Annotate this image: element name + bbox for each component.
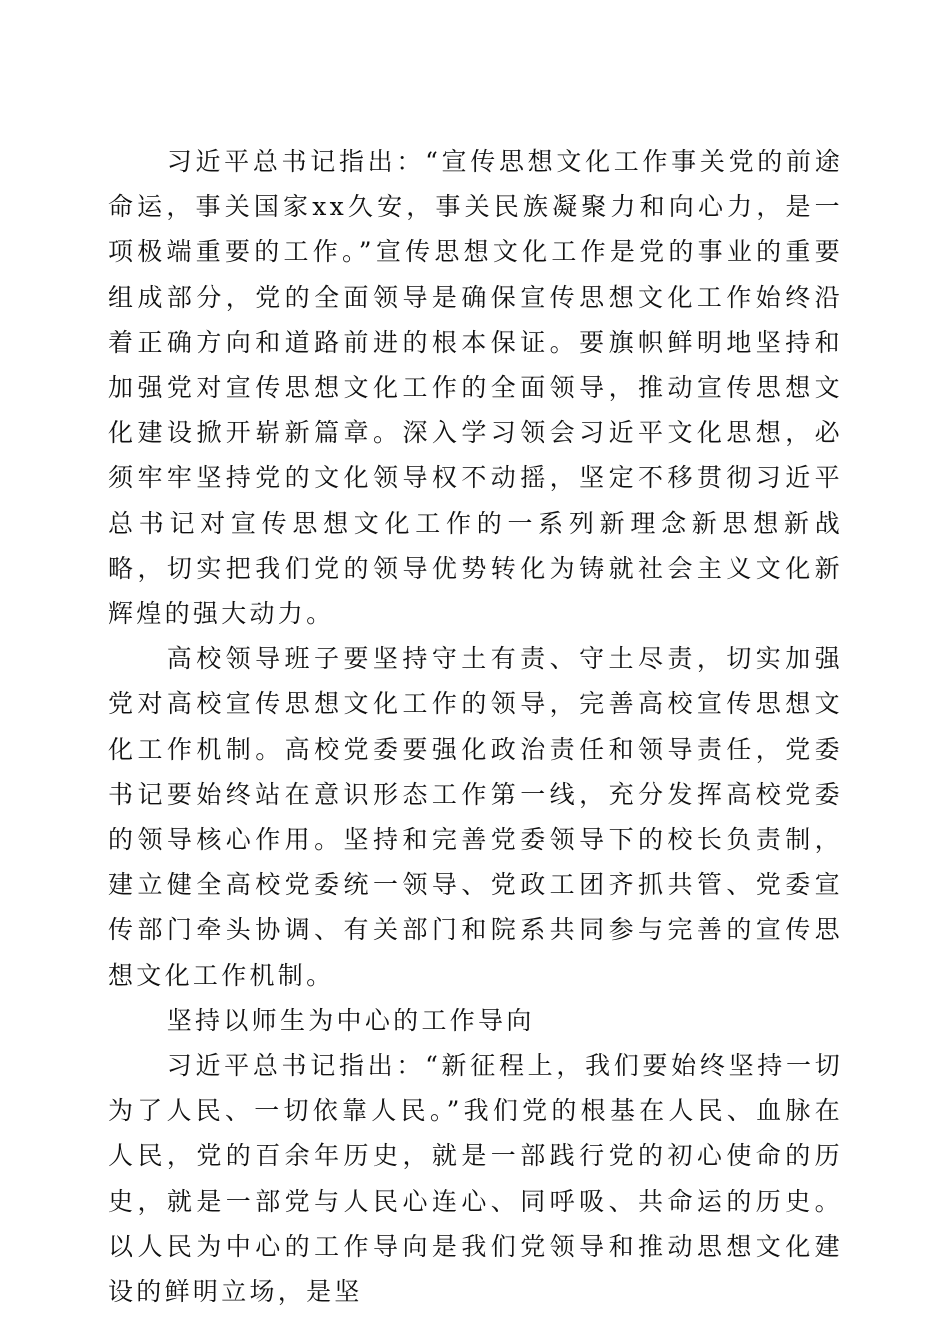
paragraph-people-centered: 习近平总书记指出：“新征程上，我们要始终坚持一切为了人民、一切依靠人民。”我们党的根基在人民、血脉在人民，党的百余年历史，就是一部践行党的初心使命的历史，就是一部党与人民心连心、同呼吸、共命运的历史。以人民为中心的工作导向是我们党领导和推动思想文化建设的鲜明立场，是坚 [108,1051,843,1307]
paragraph-university-leadership: 高校领导班子要坚持守土有责、守土尽责，切实加强党对高校宣传思想文化工作的领导，完善高校宣传思想文化工作机制。高校党委要强化政治责任和领导责任，党委书记要始终站在意识形态工作第一线，充分发挥高校党委的领导核心作用。坚持和完善党委领导下的校长负责制，建立健全高校党委统一领导、党政工团齐抓共管、党委宣传部门牵头协调、有关部门和院系共同参与完善的宣传思想文化工作机制。 [108,644,843,990]
document-body [108,139,843,1314]
paragraph-leadership: 习近平总书记指出：“宣传思想文化工作事关党的前途命运，事关国家xx久安，事关民族凝聚力和向心力，是一项极端重要的工作。”宣传思想文化工作是党的事业的重要组成部分，党的全面领导是确保宣传思想文化工作始终沿着正确方向和道路前进的根本保证。要旗帜鲜明地坚持和加强党对宣传思想文化工作的全面领导，推动宣传思想文化建设掀开崭新篇章。深入学习领会习近平文化思想，必须牢牢坚持党的文化领导权不动摇，坚定不移贯彻习近平总书记对宣传思想文化工作的一系列新理念新思想新战略，切实把我们党的领导优势转化为铸就社会主义文化新辉煌的强大动力。 [108,147,843,629]
section-heading: 坚持以师生为中心的工作导向 [166,1005,535,1035]
